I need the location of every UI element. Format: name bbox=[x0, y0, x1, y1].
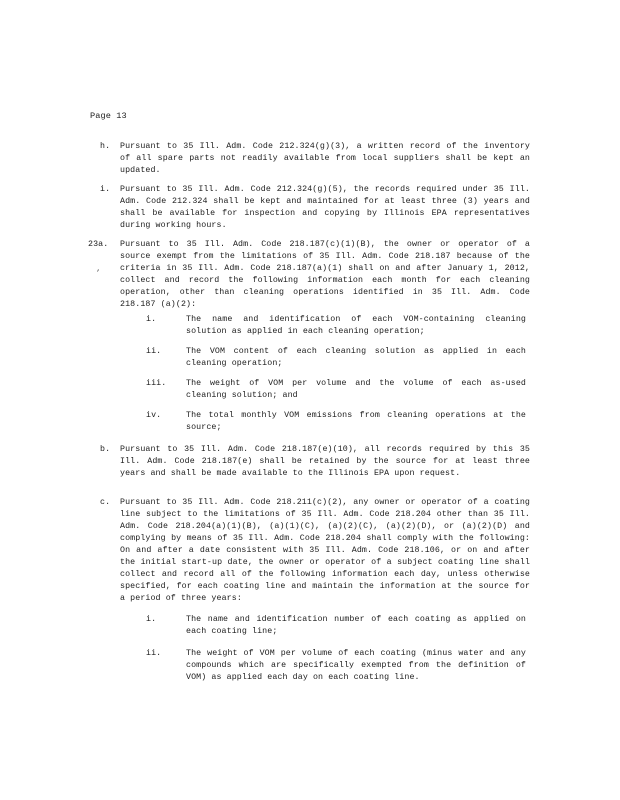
condition-b bbox=[100, 444, 530, 480]
condition-text: Pursuant to 35 Ill. Adm. Code 218.187(e)(10), all records required by this 35 Ill. Adm. Code 218.187(e) shall be retained by the source for at least three years and shall be made available to the Illinois EPA upon request. bbox=[120, 445, 530, 478]
condition-label: i. bbox=[100, 185, 111, 194]
condition-23a bbox=[88, 239, 530, 311]
condition-text: Pursuant to 35 Ill. Adm. Code 218.187(c)(1)(B), the owner or operator of a source exempt from the limitations of 35 Ill. Adm. Code 218.187 because of the criteria in 35 Ill. Adm. Code 218.187(a)(1) shall on and after January 1, 2012, collect and record the following information each month for each cleaning operation, other than cleaning operations identified in 35 Ill. Adm. Code 218.187 (a)(2): bbox=[120, 240, 530, 309]
page-number: Page 13 bbox=[90, 111, 127, 121]
condition-i bbox=[100, 184, 530, 232]
subitem-text: The weight of VOM per volume of each coating (minus water and any compounds which are specifically exempted from the definition of VOM) as applied each day on each coating line. bbox=[186, 649, 526, 682]
subitem-23a-ii bbox=[146, 346, 526, 370]
condition-label: c. bbox=[100, 498, 111, 507]
condition-c bbox=[100, 497, 530, 605]
subitem-text: The weight of VOM per volume and the volume of each as-used cleaning solution; and bbox=[186, 379, 526, 400]
subitem-text: The total monthly VOM emissions from cleaning operations at the source; bbox=[186, 411, 526, 432]
margin-mark: ’ bbox=[96, 270, 101, 278]
subitem-23a-i bbox=[146, 314, 526, 338]
condition-text: Pursuant to 35 Ill. Adm. Code 218.211(c)(2), any owner or operator of a coating line subject to the limitations of 35 Ill. Adm. Code 218.204 other than 35 Ill. Adm. Code 218.204(a)(1)(B), (a)(1)(C), (a)(2)(C), (a)(2)(D), or (a)(2)(D) and complying by means of 35 Ill. Adm. Code 218.204 shall comply with the following: On and after a date consistent with 35 Ill. Adm. Code 218.106, or on and after the initial start-up date, the owner or operator of a subject coating line shall collect and record all of the following information each day, unless otherwise specified, for each coating line and maintain the information at the source for a period of three years: bbox=[120, 498, 530, 603]
subitem-text: The name and identification number of each coating as applied on each coating line; bbox=[186, 615, 526, 636]
condition-label: h. bbox=[100, 142, 111, 151]
subitem-text: The name and identification of each VOM-containing cleaning solution as applied in each cleaning operation; bbox=[186, 315, 526, 336]
subitem-label: i. bbox=[146, 315, 157, 324]
condition-label: 23a. bbox=[88, 240, 109, 249]
subitem-text: The VOM content of each cleaning solution as applied in each cleaning operation; bbox=[186, 347, 526, 368]
subitem-c-i bbox=[146, 614, 526, 638]
subitem-label: iv. bbox=[146, 411, 162, 420]
condition-h bbox=[100, 141, 530, 177]
subitem-label: i. bbox=[146, 615, 157, 624]
subitem-23a-iii bbox=[146, 378, 526, 402]
subitem-c-ii bbox=[146, 648, 526, 684]
subitem-label: ii. bbox=[146, 347, 162, 356]
condition-text: Pursuant to 35 Ill. Adm. Code 212.324(g)(3), a written record of the inventory of all spare parts not readily available from local suppliers shall be kept an updated. bbox=[120, 142, 530, 175]
subitem-label: iii. bbox=[146, 379, 167, 388]
subitem-label: ii. bbox=[146, 649, 162, 658]
condition-text: Pursuant to 35 Ill. Adm. Code 212.324(g)(5), the records required under 35 Ill. Adm. Code 212.324 shall be kept and maintained for at least three (3) years and shall be available for inspection and copying by Illinois EPA representatives during working hours. bbox=[120, 185, 530, 230]
subitem-23a-iv bbox=[146, 410, 526, 434]
condition-label: b. bbox=[100, 445, 111, 454]
